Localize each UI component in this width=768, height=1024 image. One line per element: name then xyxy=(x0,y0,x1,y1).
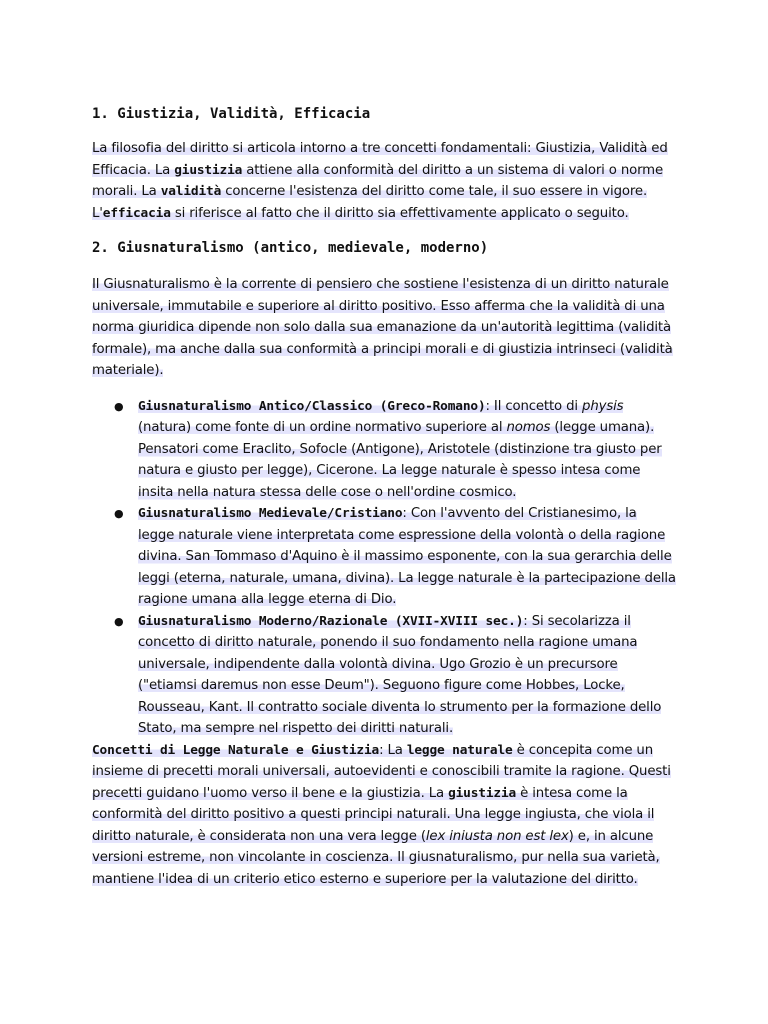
list-item-antico xyxy=(114,396,676,504)
text-run: attiene alla conformità del diritto a un sistema di valori o norme morali. La xyxy=(92,162,663,199)
section-1-heading: 1. Giustizia, Validità, Efficacia xyxy=(92,106,371,122)
bullet-list xyxy=(92,396,676,740)
bullet-icon: ● xyxy=(114,614,124,628)
text-run: : La xyxy=(379,742,407,758)
concepts-paragraph xyxy=(92,740,676,891)
section-2-intro xyxy=(92,274,676,382)
bullet-icon: ● xyxy=(114,507,124,520)
term-efficacia: efficacia xyxy=(102,205,171,221)
item-title: Giusnaturalismo Antico/Classico (Greco-Romano) xyxy=(138,398,486,414)
list-item-moderno xyxy=(114,611,676,740)
text-run: è concepita come un insieme di precetti morali universali, autoevidenti e conoscibili tramite la ragione. Questi precetti guidano l'uomo verso il bene e la giustizia. La xyxy=(92,742,671,801)
text-run: Il Giusnaturalismo è la corrente di pensiero che sostiene l'esistenza di un diritto naturale universale, immutabile e superiore al diritto positivo. Esso afferma che la validità di una norma giuridica dipende non solo dalla sua emanazione da un'autorità legittima (validità formale), ma anche dalla sua conformità a principi morali e di giustizia intrinseci (validità materiale). xyxy=(92,277,673,378)
term-giustizia: giustizia xyxy=(174,162,243,178)
text-run: ) e, in alcune versioni estreme, non vincolante in coscienza. Il giusnaturalismo, pur nella sua varietà, mantiene l'idea di un criterio etico esterno e superiore per la valutazione del diritto. xyxy=(92,828,660,887)
bullet-icon: ● xyxy=(114,399,124,413)
text-run: La filosofia del diritto si articola intorno a tre concetti fondamentali: Giustizia, Validità ed Efficacia. La xyxy=(92,141,668,178)
term-lex-iniusta: lex iniusta non est lex xyxy=(425,828,569,844)
text-run: è intesa come la conformità del diritto positivo a questi principi naturali. Una legge ingiusta, che viola il diritto naturale, è considerata non una vera legge ( xyxy=(92,785,655,844)
term-legge-naturale: legge naturale xyxy=(406,742,513,758)
term-validita: validità xyxy=(160,184,222,199)
text-run: (legge umana). Pensatori come Eraclito, Sofocle (Antigone), Aristotele (distinzione tra giusto per natura e giusto per legge), Cicerone. La legge naturale è spesso intesa come insita nella natura stessa delle cose o nell'ordine cosmico. xyxy=(138,420,662,500)
item-title: Giusnaturalismo Moderno/Razionale (XVII-XVIII sec.) xyxy=(138,613,524,629)
term-nomos: nomos xyxy=(506,420,551,435)
document-page xyxy=(92,100,676,890)
text-run: (natura) come fonte di un ordine normativo superiore al xyxy=(138,420,507,435)
section-2-heading: 2. Giusnaturalismo (antico, medievale, moderno) xyxy=(92,240,489,256)
text-run: : Il concetto di xyxy=(485,398,583,414)
text-run: si riferisce al fatto che il diritto sia effettivamente applicato o seguito. xyxy=(170,205,629,221)
concepts-title: Concetti di Legge Naturale e Giustizia xyxy=(92,742,380,758)
text-run: : Si secolarizza il concetto di diritto naturale, ponendo il suo fondamento nella ragione umana universale, indipendente dalla volontà divina. Ugo Grozio è un precursore ("etiamsi daremus non esse Deum"). Seguono figure come Hobbes, Locke, Rousseau, Kant. Il contratto sociale diventa lo strumento per la formazione dello Stato, ma sempre nel rispetto dei diritti naturali. xyxy=(138,613,662,736)
term-physis: physis xyxy=(582,398,624,414)
text-run: concerne l'esistenza del diritto come tale, il suo essere in vigore. L' xyxy=(92,184,648,221)
item-title: Giusnaturalismo Medievale/Cristiano xyxy=(138,506,403,521)
text-run: : Con l'avvento del Cristianesimo, la legge naturale viene interpretata come espressione della volontà o della ragione divina. San Tommaso d'Aquino è il massimo esponente, con la sua gerarchia delle leggi (eterna, naturale, umana, divina). La legge naturale è la partecipazione della ragione umana alla legge eterna di Dio. xyxy=(138,506,676,607)
section-1-paragraph xyxy=(92,138,676,224)
term-giustizia-2: giustizia xyxy=(448,785,517,801)
list-item-medievale xyxy=(114,503,676,611)
